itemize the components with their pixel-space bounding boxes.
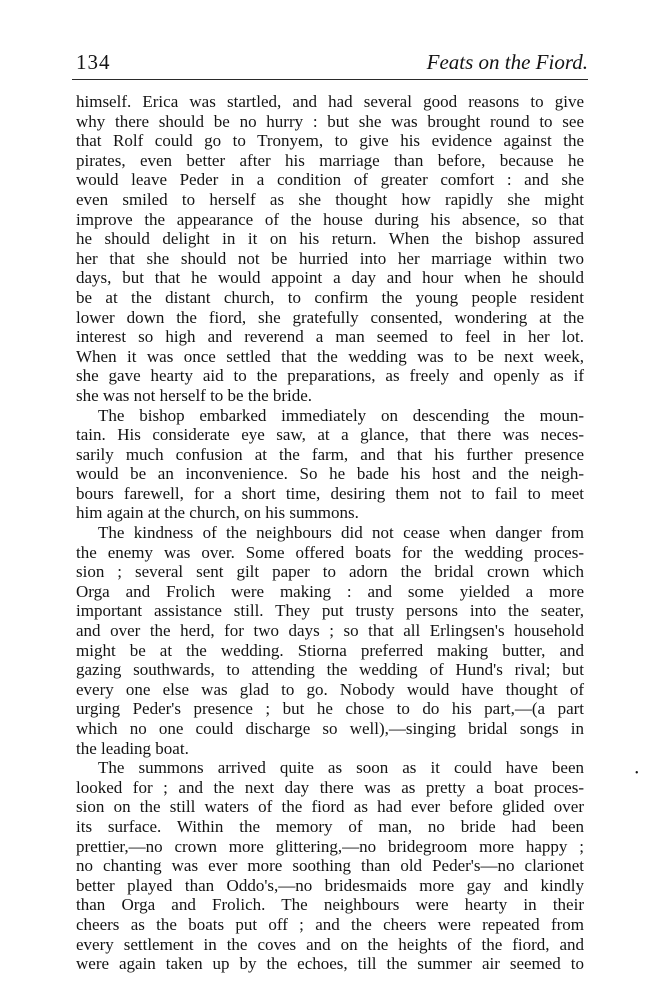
text-line: he should delight in it on his return. When the bishop assured: [76, 229, 584, 249]
text-line: would be an inconvenience. So he bade his host and the neigh-: [76, 464, 584, 484]
text-line: prettier,—no crown more glittering,—no bridegroom more happy ;: [76, 836, 584, 856]
text-line: better played than Oddo's,—no bridesmaids more gay and kindly: [76, 875, 584, 895]
text-line: himself. Erica was startled, and had several good reasons to give: [76, 92, 584, 111]
paragraph-first-line: The bishop embarked immediately on descending the moun-: [98, 405, 584, 425]
page-header: [72, 50, 588, 82]
text-line: she gave hearty aid to the preparations, as freely and openly as if: [76, 366, 584, 386]
text-line: every one else was glad to go. Nobody would have thought of: [76, 679, 584, 699]
text-line: even smiled to herself as she thought how rapidly she might: [76, 189, 584, 209]
text-line: and over the herd, for two days ; so that all Erlingsen's household: [76, 621, 584, 641]
text-line: her that she should not be hurried into her marriage within two: [76, 248, 584, 268]
paragraph-last-line: him again at the church, on his summons.: [76, 503, 359, 523]
paragraph-first-line: The kindness of the neighbours did not cease when danger from: [98, 523, 584, 543]
text-line: Orga and Frolich were making : and some yielded a more: [76, 581, 584, 601]
text-line: urging Peder's presence ; but he chose to do his part,—(a part: [76, 699, 584, 719]
text-line: why there should be no hurry : but she was brought round to see: [76, 111, 584, 131]
text-line: days, but that he would appoint a day and hour when he should: [76, 268, 584, 288]
text-line: would leave Peder in a condition of greater comfort : and she: [76, 170, 584, 190]
text-line: looked for ; and the next day there was as pretty a boat proces-: [76, 777, 584, 797]
text-line: be at the distant church, to confirm the young people resident: [76, 287, 584, 307]
paragraph-last-line: the leading boat.: [76, 738, 189, 758]
text-line: its surface. Within the memory of man, no bride had been: [76, 816, 584, 836]
margin-mark: •: [635, 768, 639, 779]
text-line: tain. His considerate eye saw, at a glance, that there was neces-: [76, 425, 584, 445]
text-line: sion on the still waters of the fiord as had ever before glided over: [76, 797, 584, 817]
paragraph-first-line: The summons arrived quite as soon as it could have been: [98, 758, 584, 778]
running-title: Feats on the Fiord.: [426, 50, 588, 74]
text-line: gazing southwards, to attending the wedding of Hund's rival; but: [76, 660, 584, 680]
text-line: sion ; several sent gilt paper to adorn the bridal crown which: [76, 562, 584, 582]
paragraph-last-line: she was not herself to be the bride.: [76, 385, 313, 405]
text-line: no chanting was ever more soothing than old Peder's—no clarionet: [76, 856, 584, 876]
text-line: than Orga and Frolich. The neighbours were hearty in their: [76, 895, 584, 915]
text-line: When it was once settled that the wedding was to be next week,: [76, 346, 584, 366]
text-line: pirates, even better after his marriage than before, because he: [76, 150, 584, 170]
text-line: might be at the wedding. Stiorna preferred making butter, and: [76, 640, 584, 660]
text-line: lower down the fiord, she gratefully consented, wondering at the: [76, 307, 584, 327]
page-number: 134: [76, 50, 111, 74]
text-line: the enemy was over. Some offered boats for the wedding proces-: [76, 542, 584, 562]
text-line: cheers as the boats put off ; and the cheers were repeated from: [76, 914, 584, 934]
text-line: interest so high and reverend a man seemed to feel in her lot.: [76, 327, 584, 347]
text-line: that Rolf could go to Tronyem, to give his evidence against the: [76, 131, 584, 151]
text-line: every settlement in the coves and on the heights of the fiord, and: [76, 934, 584, 954]
body-text: [76, 92, 584, 974]
text-line: improve the appearance of the house during his absence, so that: [76, 209, 584, 229]
text-line: bours farewell, for a short time, desiring them not to fail to meet: [76, 483, 584, 503]
header-rule: [72, 79, 588, 80]
text-line: sarily much confusion at the farm, and that his further presence: [76, 444, 584, 464]
text-line: were again taken up by the echoes, till the summer air seemed to: [76, 954, 584, 974]
text-line: which no one could discharge so well),—singing bridal songs in: [76, 719, 584, 738]
text-line: important assistance still. They put trusty persons into the seater,: [76, 601, 584, 621]
